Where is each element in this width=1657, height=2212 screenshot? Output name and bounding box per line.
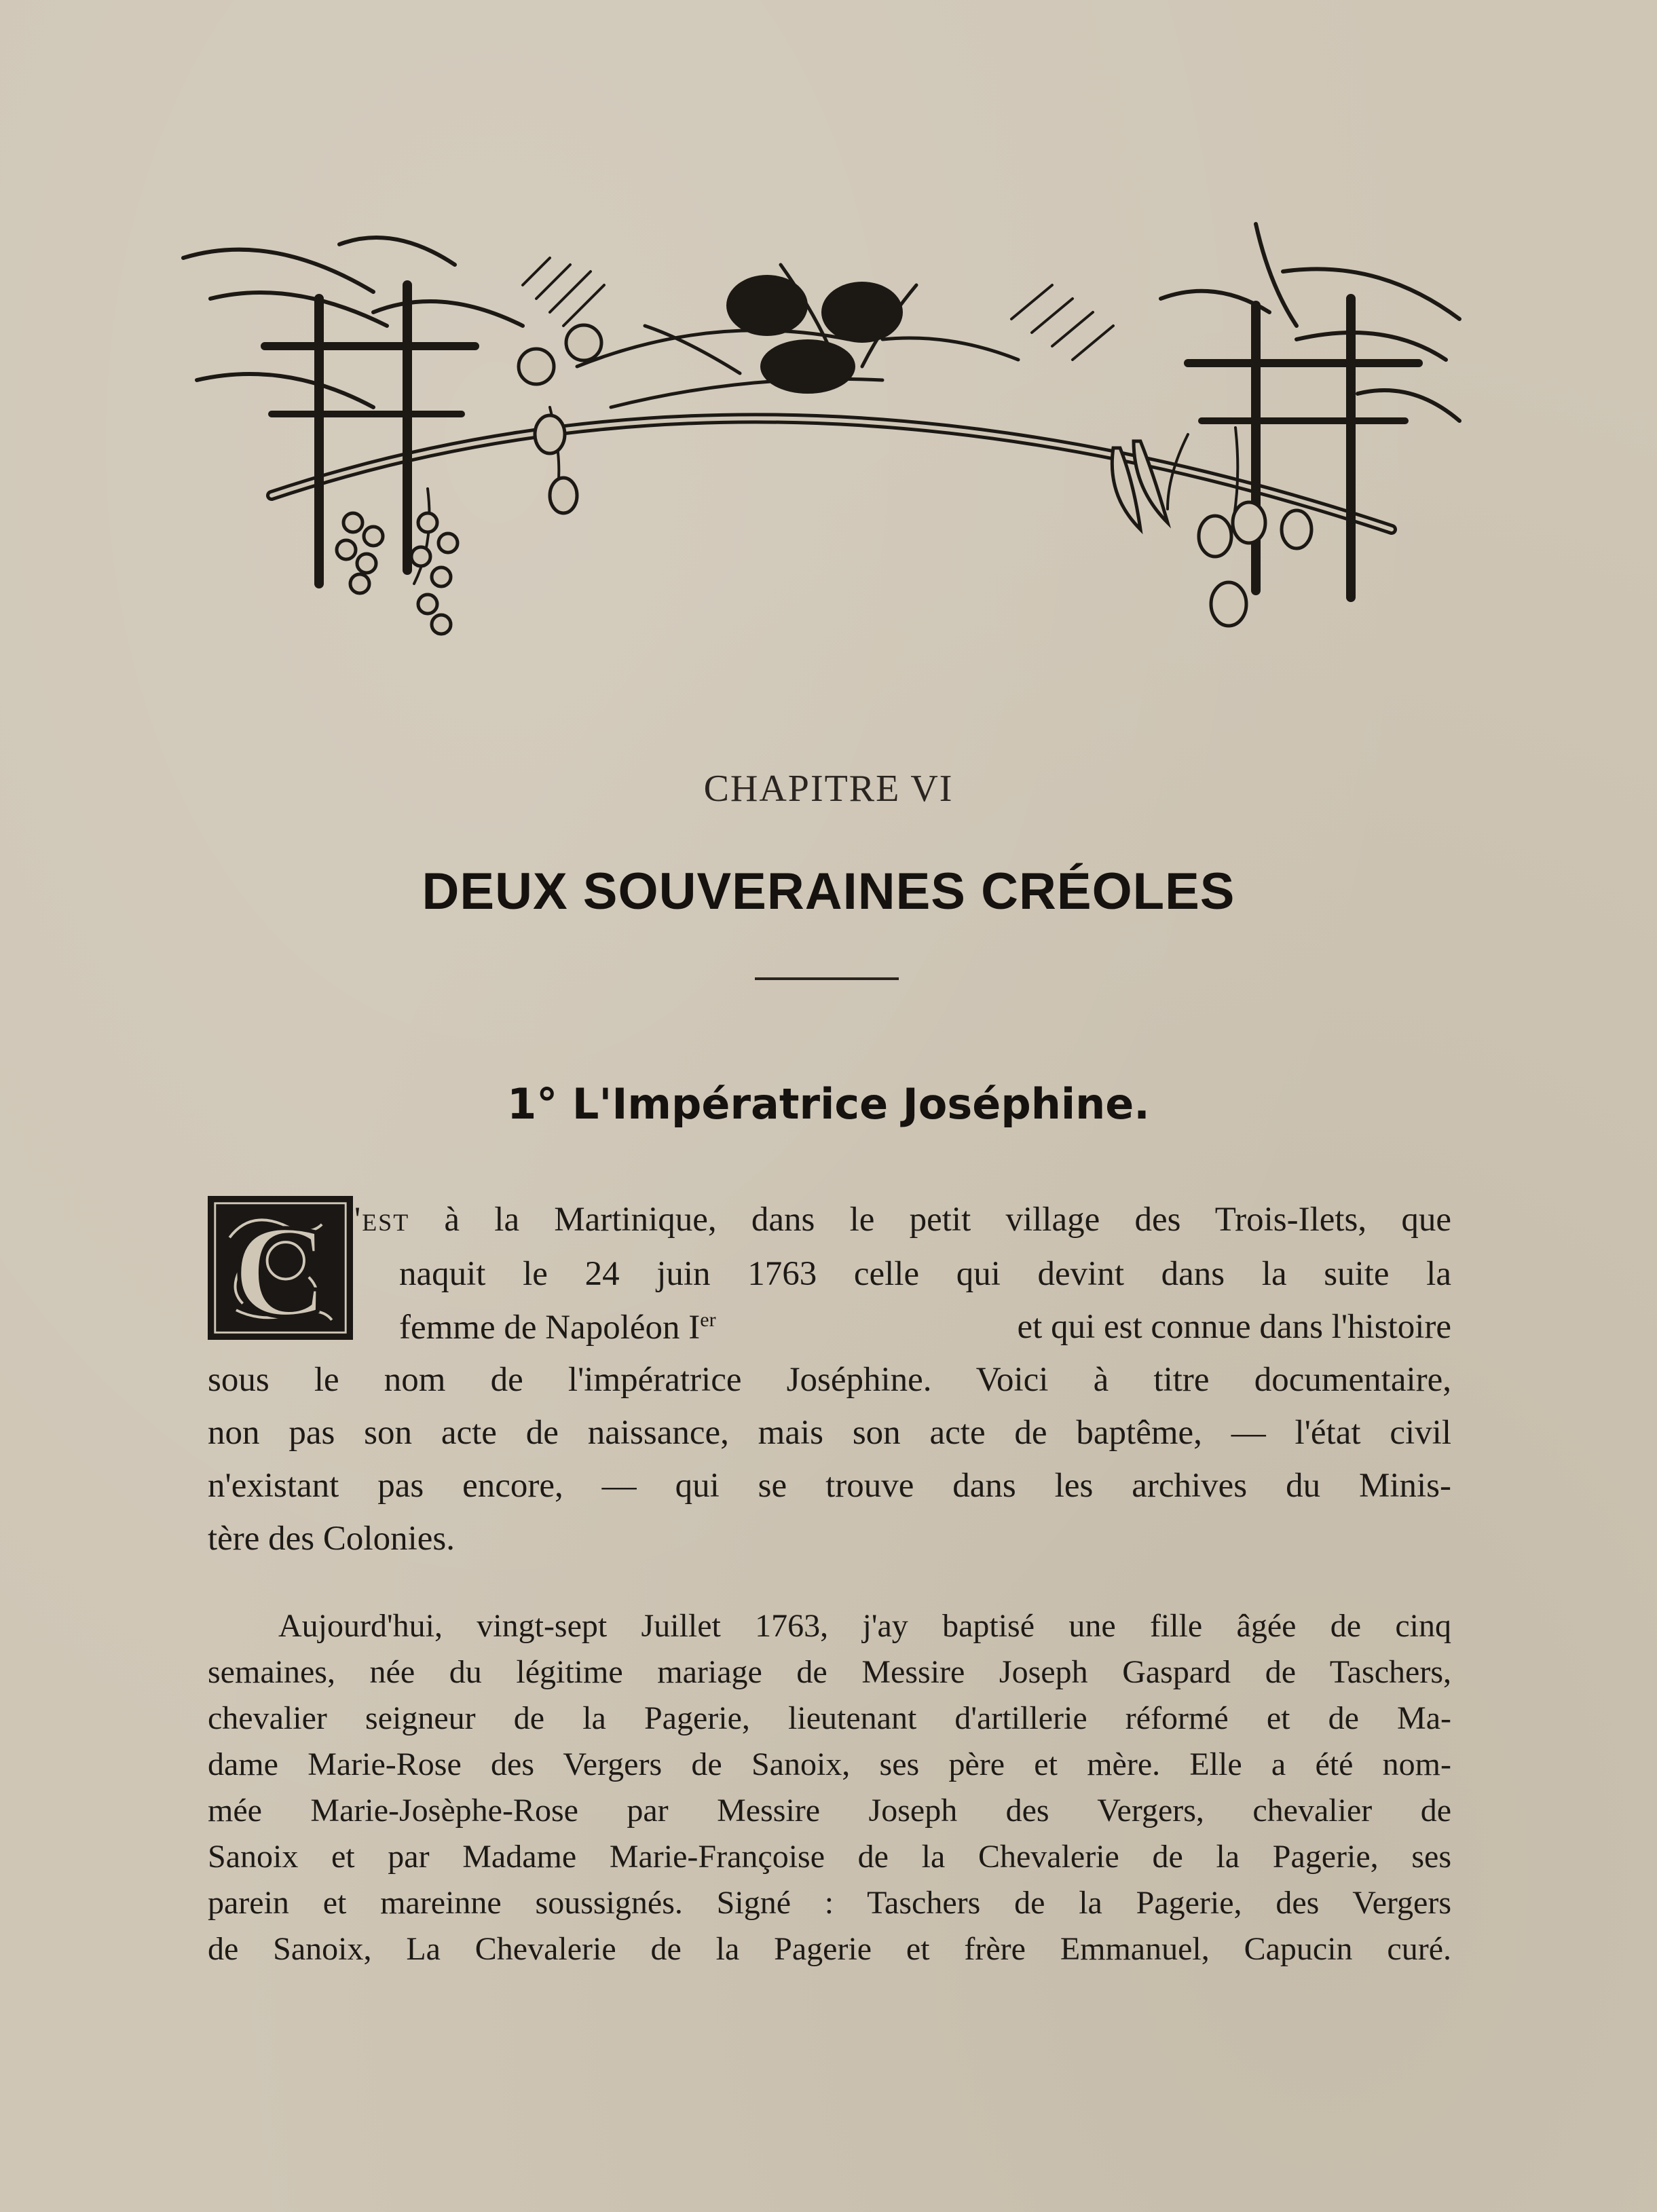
chapter-title: DEUX SOUVERAINES CRÉOLES — [422, 863, 1235, 920]
record-line-3: chevalier seigneur de la Pagerie, lieutenant d'artillerie réformé et de Ma- — [208, 1700, 1451, 1736]
paragraph-1-line-5: non pas son acte de naissance, mais son acte de baptême, — l'état civil — [208, 1414, 1451, 1452]
paragraph-1-line-1 — [354, 1203, 1451, 1237]
record-line-7: parein et mareinne soussignés. Signé : Taschers de la Pagerie, des Vergers — [208, 1885, 1451, 1921]
record-line-5: mée Marie-Josèphe-Rose par Messire Joseph des Vergers, chevalier de — [208, 1793, 1451, 1829]
record-line-1: Aujourd'hui, vingt-sept Juillet 1763, j'ay baptisé une fille âgée de cinq — [278, 1608, 1451, 1644]
record-line-6: Sanoix et par Madame Marie-Françoise de la Chevalerie de la Pagerie, ses — [208, 1839, 1451, 1875]
record-line-4: dame Marie-Rose des Vergers de Sanoix, ses père et mère. Elle a été nom- — [208, 1746, 1451, 1782]
paragraph-1-line-3-start — [399, 1310, 716, 1345]
paragraph-1-line-1-text: à la Martinique, dans le petit village des Trois-Ilets, que — [409, 1201, 1451, 1239]
paragraph-1-line-2: naquit le 24 juin 1763 celle qui devint dans la suite la — [399, 1255, 1451, 1293]
paragraph-1-line-4: sous le nom de l'impératrice Joséphine. Voici à titre documentaire, — [208, 1361, 1451, 1399]
napoleon-text: femme de Napoléon I — [399, 1309, 701, 1347]
record-line-2: semaines, née du légitime mariage de Messire Joseph Gaspard de Taschers, — [208, 1654, 1451, 1690]
record-line-8: de Sanoix, La Chevalerie de la Pagerie et frère Emmanuel, Capucin curé. — [208, 1931, 1451, 1967]
drop-cap-continuation: 'est — [354, 1201, 410, 1239]
paragraph-1-line-6: n'existant pas encore, — qui se trouve dans les archives du Minis- — [208, 1467, 1451, 1505]
ornamental-drop-cap — [208, 1196, 353, 1340]
paragraph-1-line-3-end: et qui est connue dans l'histoire — [1017, 1308, 1451, 1346]
ordinal-superscript: er — [700, 1309, 716, 1331]
paragraph-1-line-7: tère des Colonies. — [208, 1520, 455, 1558]
chapter-label: CHAPITRE VI — [703, 768, 954, 810]
paragraph-1-line-3 — [399, 1310, 1451, 1345]
garland-headpiece-illustration — [170, 204, 1487, 679]
drop-cap-letter: C — [232, 1198, 329, 1338]
title-divider-rule — [755, 977, 899, 980]
section-title: 1° L'Impératrice Joséphine. — [507, 1079, 1150, 1129]
